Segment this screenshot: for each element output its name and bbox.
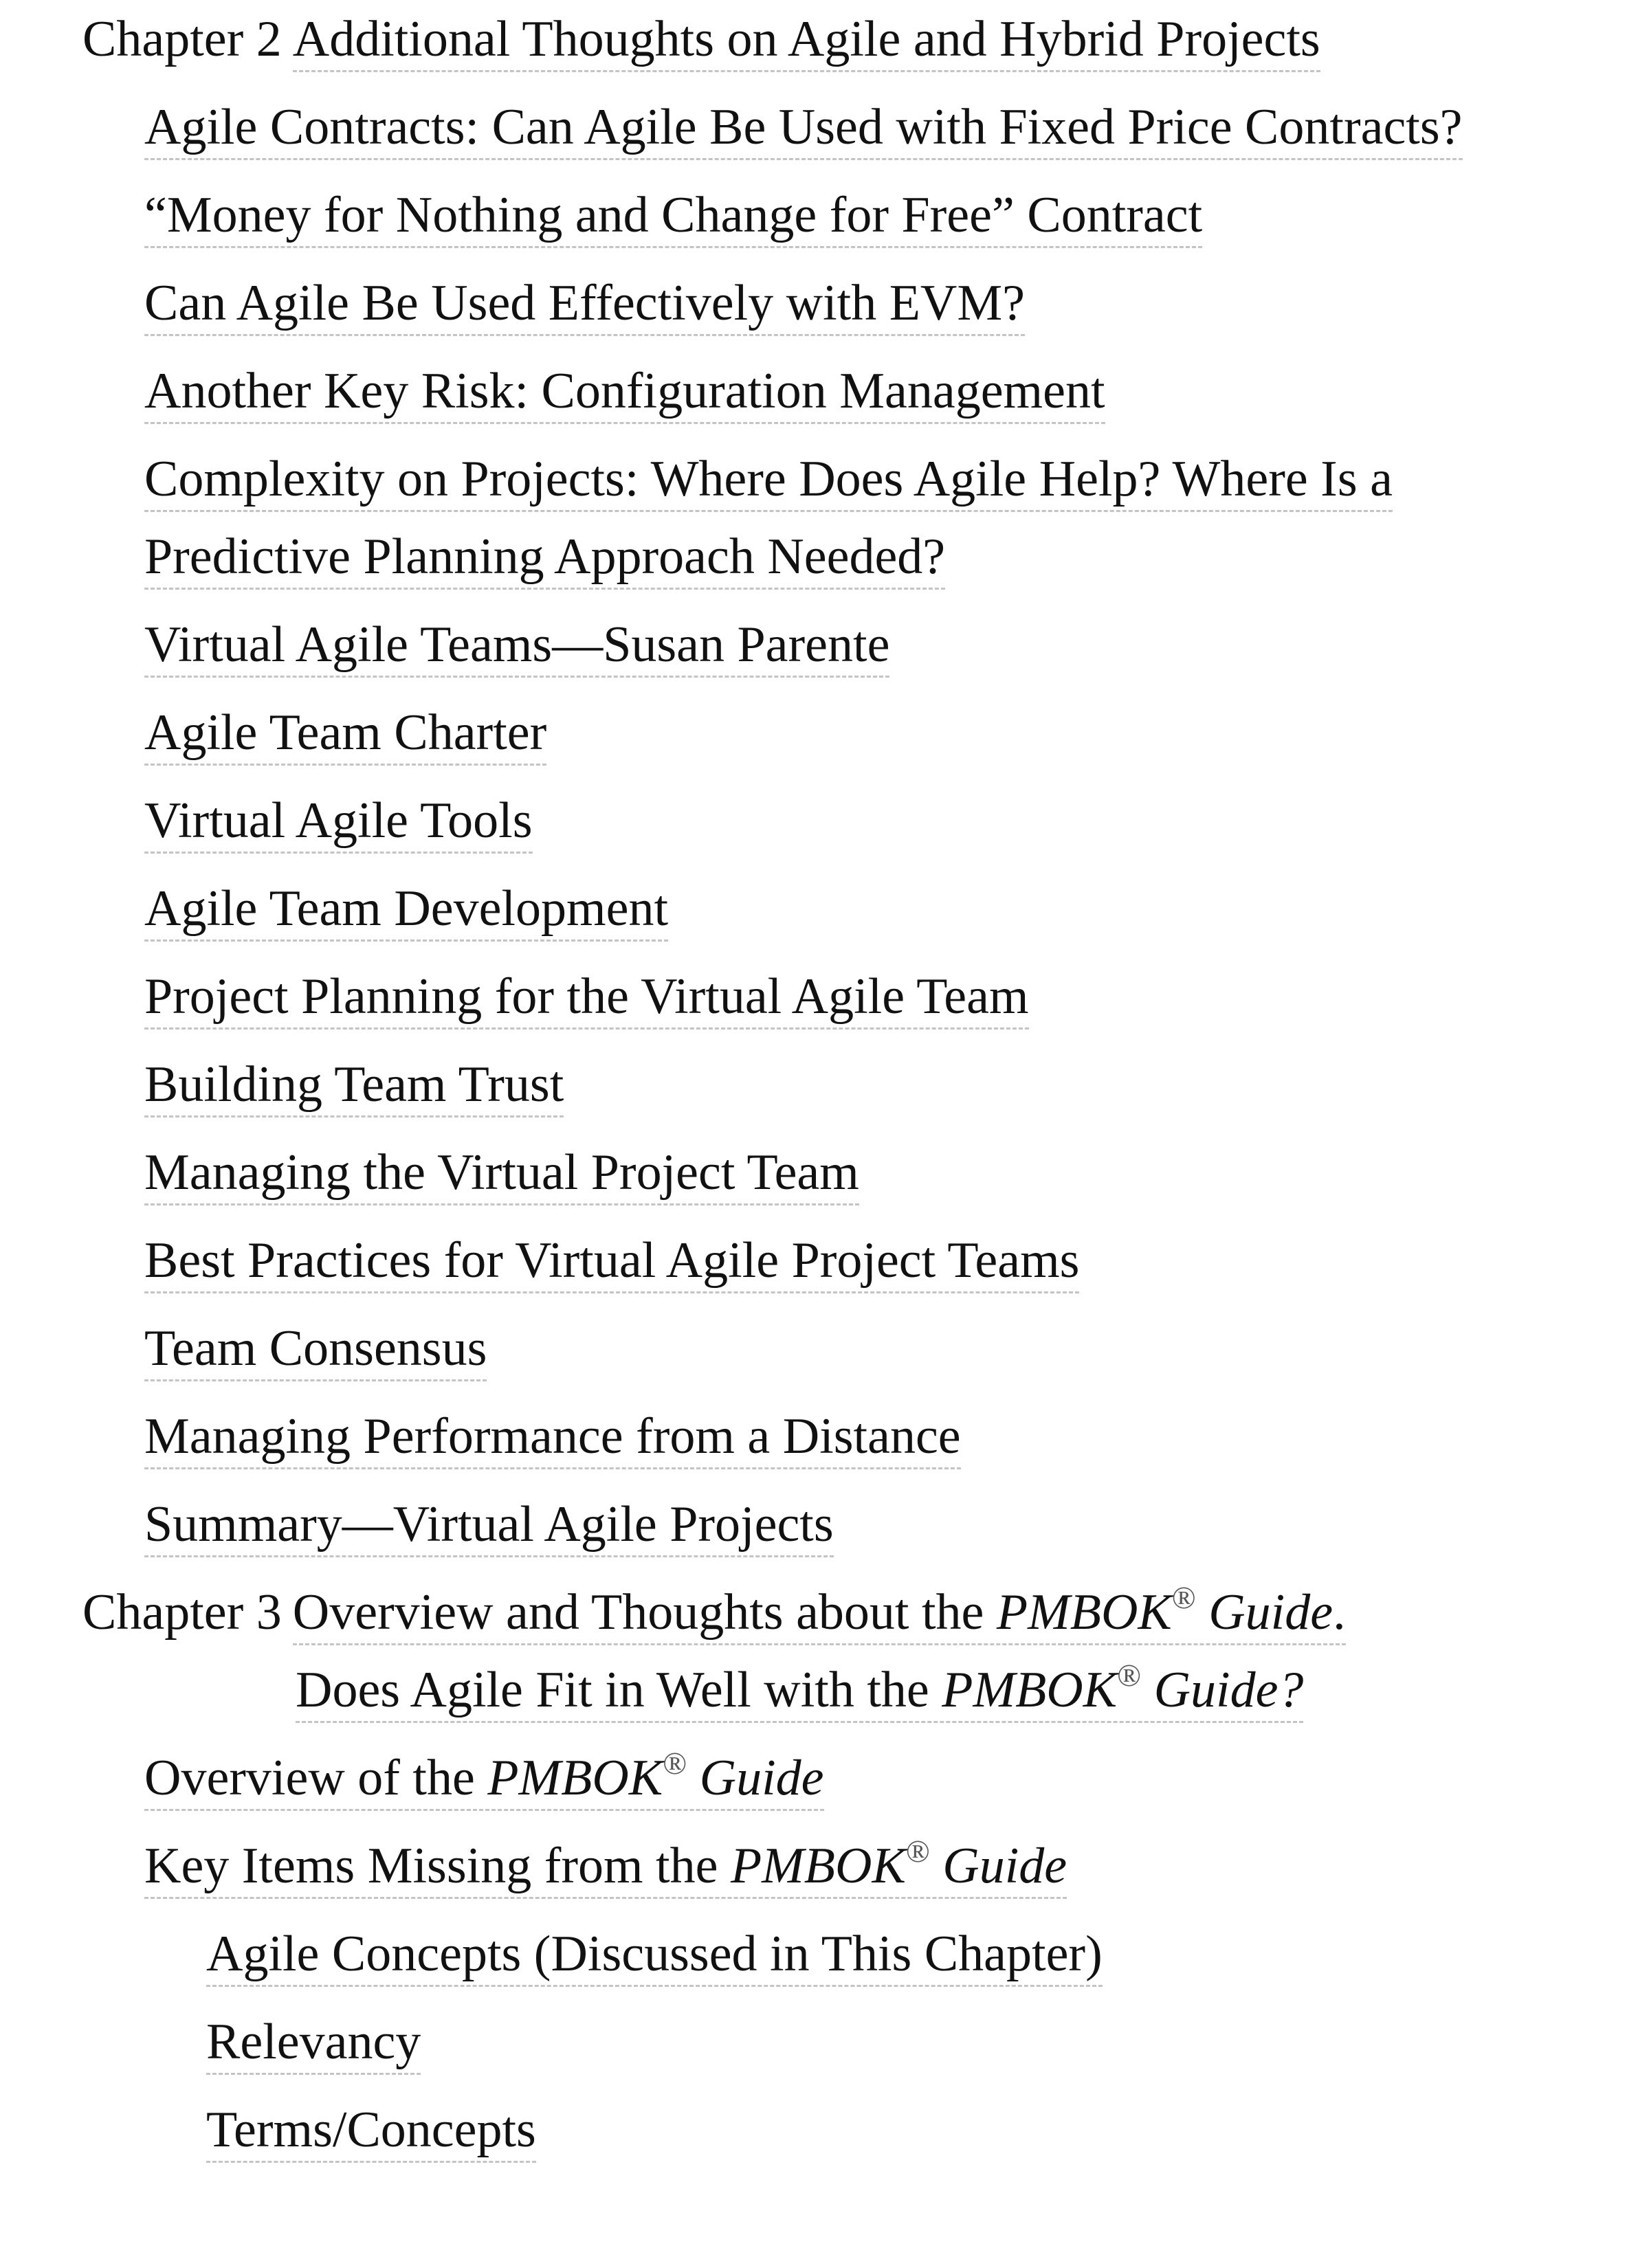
toc-link[interactable]: Agile Contracts: Can Agile Be Used with Fixed Price Contracts? [144, 99, 1463, 160]
toc-link[interactable]: Relevancy [206, 2014, 421, 2075]
registered-mark: ® [1117, 1658, 1142, 1693]
toc-entry [144, 880, 669, 937]
toc-link[interactable]: Team Consensus [144, 1320, 487, 1381]
toc-subentry [206, 2102, 536, 2158]
toc-entry [144, 1834, 1067, 1894]
toc-entry [144, 1056, 564, 1113]
toc-subentry [206, 1926, 1103, 1982]
title-text: . [1333, 1584, 1346, 1641]
title-italic: Guide [1195, 1584, 1333, 1641]
title-text: Does Agile Fit in Well with the [296, 1662, 942, 1718]
toc-entry [144, 1320, 487, 1377]
toc-link[interactable]: Terms/Concepts [206, 2102, 536, 2163]
title-text: Overview and Thoughts about the [292, 1584, 997, 1641]
toc-entry [144, 363, 1105, 419]
toc-link[interactable]: Agile Team Charter [144, 704, 546, 766]
toc-entry [144, 1144, 859, 1201]
chapter-3-title-link[interactable] [292, 1580, 1346, 1645]
toc-entry [144, 1746, 824, 1806]
toc-link[interactable]: Another Key Risk: Configuration Management [144, 363, 1105, 424]
toc-link[interactable]: Complexity on Projects: Where Does Agile Help? Where Is a [144, 451, 1393, 512]
toc-link[interactable]: Agile Team Development [144, 880, 668, 942]
toc-link[interactable]: Best Practices for Virtual Agile Project Teams [144, 1232, 1079, 1293]
toc-entry [144, 1496, 834, 1553]
toc-entry-continuation [144, 529, 946, 585]
toc-link[interactable]: Virtual Agile Teams—Susan Parente [144, 616, 889, 678]
toc-link[interactable]: Project Planning for the Virtual Agile Team [144, 968, 1029, 1030]
link-text: Overview of the [144, 1750, 488, 1806]
registered-mark: ® [905, 1834, 930, 1869]
toc-entry [144, 792, 533, 849]
toc-link[interactable]: Summary—Virtual Agile Projects [144, 1496, 834, 1557]
link-text: Key Items Missing from the [144, 1838, 731, 1894]
title-italic: PMBOK [996, 1584, 1172, 1641]
title-italic: Guide? [1141, 1662, 1304, 1718]
toc-link[interactable]: Agile Concepts (Discussed in This Chapter) [206, 1926, 1103, 1987]
toc-link[interactable] [144, 1746, 824, 1811]
chapter-2-entry [82, 11, 1320, 67]
toc-entry [144, 187, 1203, 243]
registered-mark: ® [1171, 1580, 1196, 1615]
toc-entry [144, 451, 1393, 507]
toc-link[interactable]: Predictive Planning Approach Needed? [144, 529, 945, 590]
link-italic: PMBOK [730, 1838, 906, 1894]
toc-entry [144, 1232, 1080, 1289]
chapter-label: Chapter 3 [82, 1584, 282, 1641]
chapter-3-title-link[interactable] [296, 1658, 1304, 1723]
chapter-2-title-link[interactable]: Additional Thoughts on Agile and Hybrid Projects [293, 11, 1320, 72]
toc-entry [144, 968, 1029, 1025]
toc-entry [144, 616, 890, 673]
link-italic: PMBOK [487, 1750, 663, 1806]
toc-link[interactable]: Can Agile Be Used Effectively with EVM? [144, 275, 1025, 336]
toc-entry [144, 99, 1463, 155]
link-italic: Guide [929, 1838, 1067, 1894]
toc-link[interactable]: Virtual Agile Tools [144, 792, 533, 854]
toc-link[interactable]: “Money for Nothing and Change for Free” Contract [144, 187, 1202, 248]
chapter-label: Chapter 2 [82, 11, 282, 67]
chapter-3-entry-continuation [296, 1658, 1304, 1718]
registered-mark: ® [663, 1746, 687, 1781]
toc-entry [144, 1408, 961, 1465]
toc-link[interactable]: Managing Performance from a Distance [144, 1408, 961, 1469]
toc-subentry [206, 2014, 421, 2070]
chapter-3-entry [82, 1580, 1346, 1641]
toc-entry [144, 704, 547, 761]
link-italic: Guide [687, 1750, 824, 1806]
title-italic: PMBOK [942, 1662, 1118, 1718]
toc-link[interactable]: Managing the Virtual Project Team [144, 1144, 859, 1205]
toc-link[interactable]: Building Team Trust [144, 1056, 564, 1118]
toc-entry [144, 275, 1026, 331]
toc-link[interactable] [144, 1834, 1067, 1899]
